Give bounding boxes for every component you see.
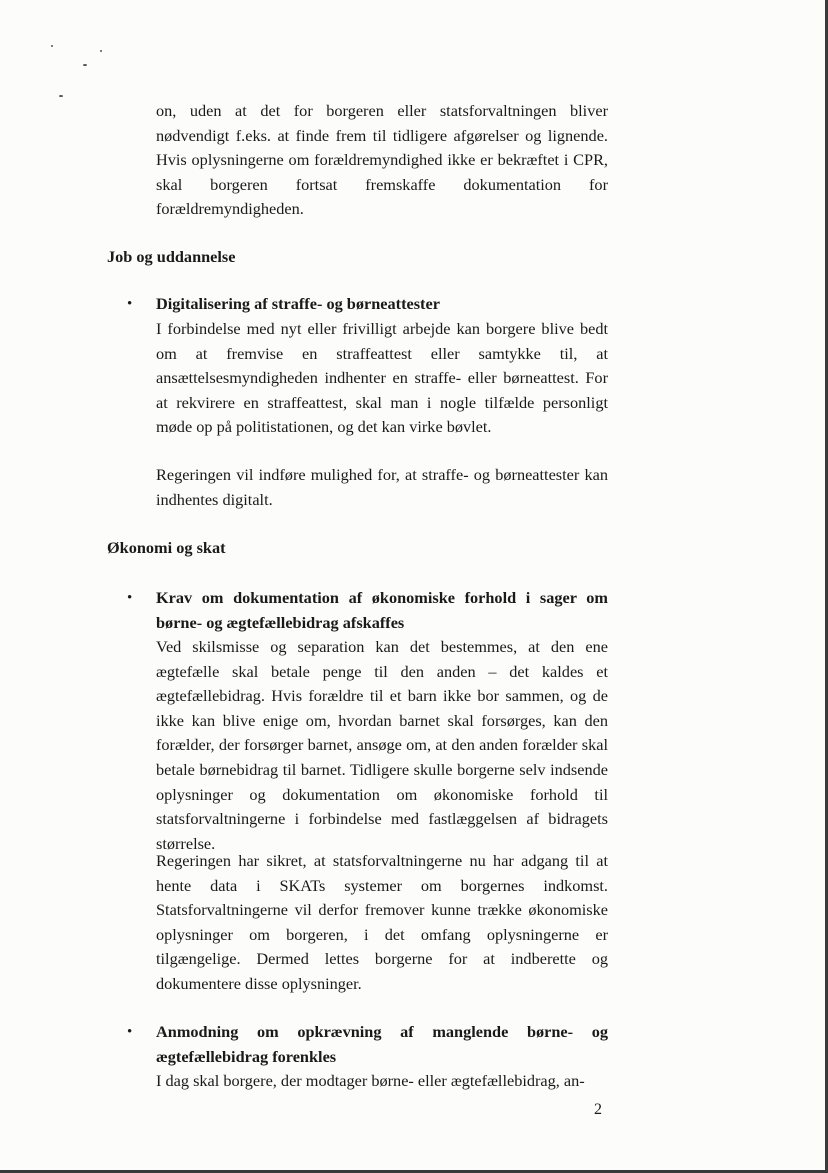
scan-speck	[100, 50, 102, 52]
item-body-opkraevning: I dag skal borgere, der modtager børne- eller ægtefællebidrag, an-	[156, 1071, 585, 1090]
scan-speck	[83, 64, 87, 66]
section-heading-job: Job og uddannelse	[107, 247, 236, 266]
item-title-attester: Digitalisering af straffe- og børneattester	[156, 294, 440, 313]
item-followup-attester: Regeringen vil indføre mulighed for, at straffe- og børneattester kan indhentes digitalt.	[156, 465, 608, 509]
item-body-attester: I forbindelse med nyt eller frivilligt arbejde kan borgere blive bedt om at fremvise en straffeattest eller samtykke til, at ansættelsesmyndigheden indhenter en straffe- eller børneattest. For at rekvirere en straffeattest, skal man i nogle tilfælde personligt møde op på politistationen, og det kan virke bøvlet.	[156, 319, 608, 437]
bullet-icon: •	[127, 296, 133, 312]
item-title-bidrag: Krav om dokumentation af økonomiske forhold i sager om børne- og ægtefællebidrag afskaffes	[156, 588, 608, 632]
bullet-icon: •	[127, 590, 133, 606]
item-followup-bidrag: Regeringen har sikret, at statsforvaltningerne nu har adgang til at hente data i SKATs systemer om borgernes indkomst. Statsforvaltningerne vil derfor fremover kunne trække økonomiske oplysninger om borgeren, i det omfang oplysningerne er tilgængelige. Dermed lettes borgerne for at indberette og dokumentere disse oplysninger.	[156, 851, 608, 993]
intro-paragraph: on, uden at det for borgeren eller statsforvaltningen bliver nødvendigt f.eks. at finde frem til tidligere afgørelser og lignende. Hvis oplysningerne om forældremyndighed ikke er bekræftet i CPR, skal borgeren fortsat fremskaffe dokumentation for forældremyndigheden.	[156, 101, 608, 219]
section-heading-okonomi: Økonomi og skat	[107, 538, 226, 557]
scan-speck	[59, 95, 63, 97]
scan-speck	[51, 45, 53, 47]
item-title-opkraevning: Anmodning om opkrævning af manglende børne- og ægtefællebidrag forenkles	[156, 1022, 608, 1066]
item-body-bidrag: Ved skilsmisse og separation kan det bestemmes, at den ene ægtefælle skal betale penge til den anden – det kaldes et ægtefællebidrag. Hvis forældre til et barn ikke bor sammen, og de ikke kan blive enige om, hvordan barnet skal forsørges, kan den forælder, der forsørger barnet, ansøge om, at den anden forælder skal betale børnebidrag til barnet. Tidligere skulle borgerne selv indsende oplysninger og dokumentation om økonomiske forhold til statsforvaltningerne i forbindelse med fastlæggelsen af bidragets størrelse.	[156, 637, 608, 853]
page-number: 2	[594, 1101, 602, 1118]
bullet-icon: •	[127, 1024, 133, 1040]
